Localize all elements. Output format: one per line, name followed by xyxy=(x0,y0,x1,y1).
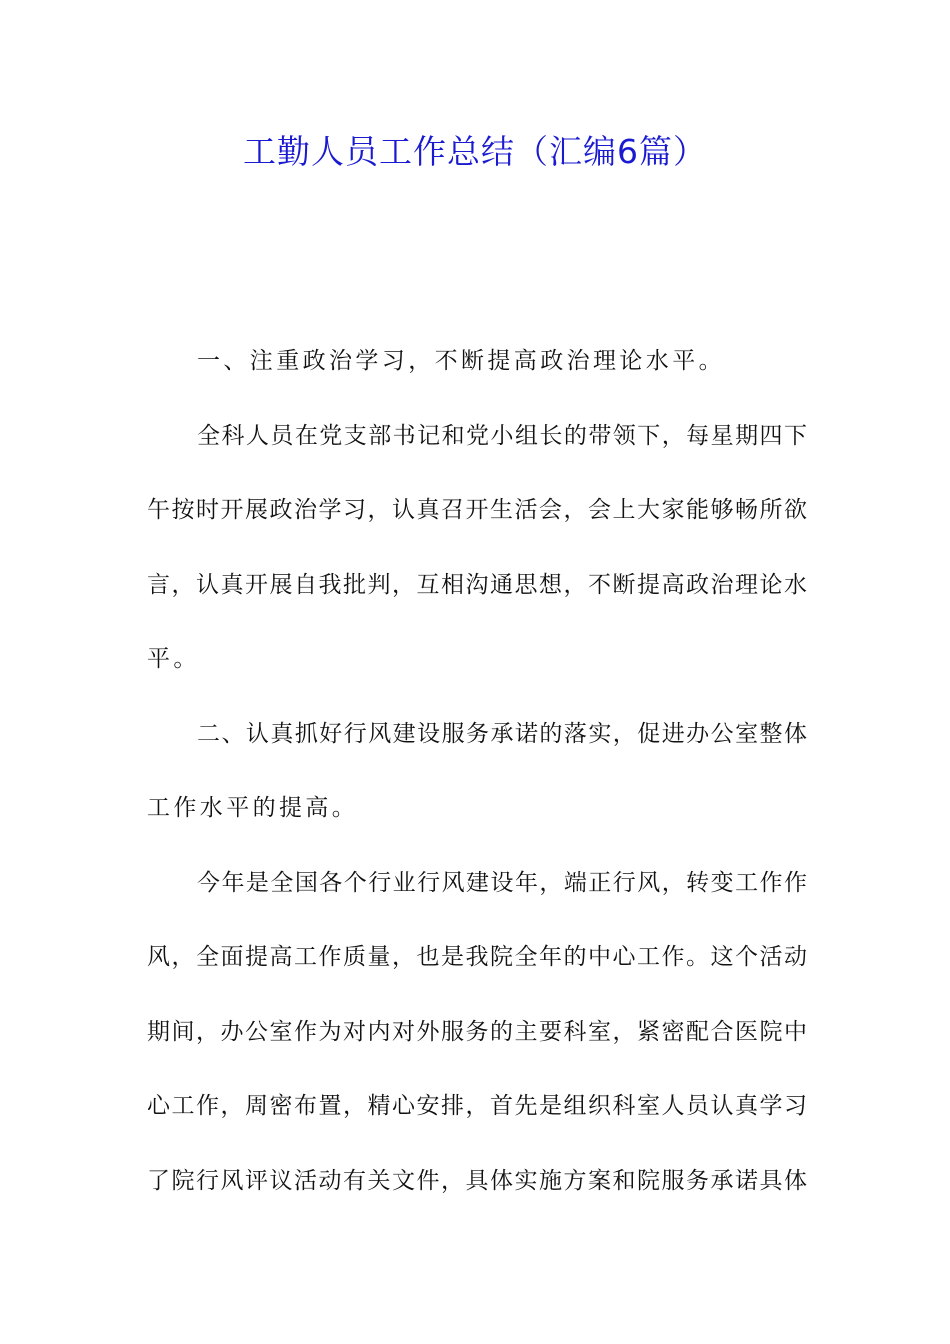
paragraph-line: 了院行风评议活动有关文件，具体实施方案和院服务承诺具体 xyxy=(147,1167,807,1194)
paragraph-line: 风，全面提高工作质量，也是我院全年的中心工作。这个活动 xyxy=(147,944,807,970)
section-heading-1: 一、注重政治学习，不断提高政治理论水平。 xyxy=(197,348,725,374)
paragraph-line: 心工作，周密布置，精心安排，首先是组织科室人员认真学习 xyxy=(147,1093,807,1119)
document-title: 工勤人员工作总结（汇编6篇） xyxy=(243,132,707,171)
paragraph-line: 期间，办公室作为对内对外服务的主要科室，紧密配合医院中 xyxy=(147,1018,807,1045)
paragraph-line: 言，认真开展自我批判，互相沟通思想，不断提高政治理论水 xyxy=(147,571,807,598)
paragraph-line: 平。 xyxy=(147,646,200,672)
section-heading-2-continued: 工作水平的提高。 xyxy=(147,795,359,821)
paragraph-line: 全科人员在党支部书记和党小组长的带领下，每星期四下 xyxy=(197,422,807,449)
paragraph-line: 午按时开展政治学习，认真召开生活会，会上大家能够畅所欲 xyxy=(147,497,807,523)
paragraph-line: 今年是全国各个行业行风建设年，端正行风，转变工作作 xyxy=(197,869,807,896)
document-body xyxy=(147,333,807,1227)
section-heading-2: 二、认真抓好行风建设服务承诺的落实，促进办公室整体 xyxy=(197,720,807,747)
